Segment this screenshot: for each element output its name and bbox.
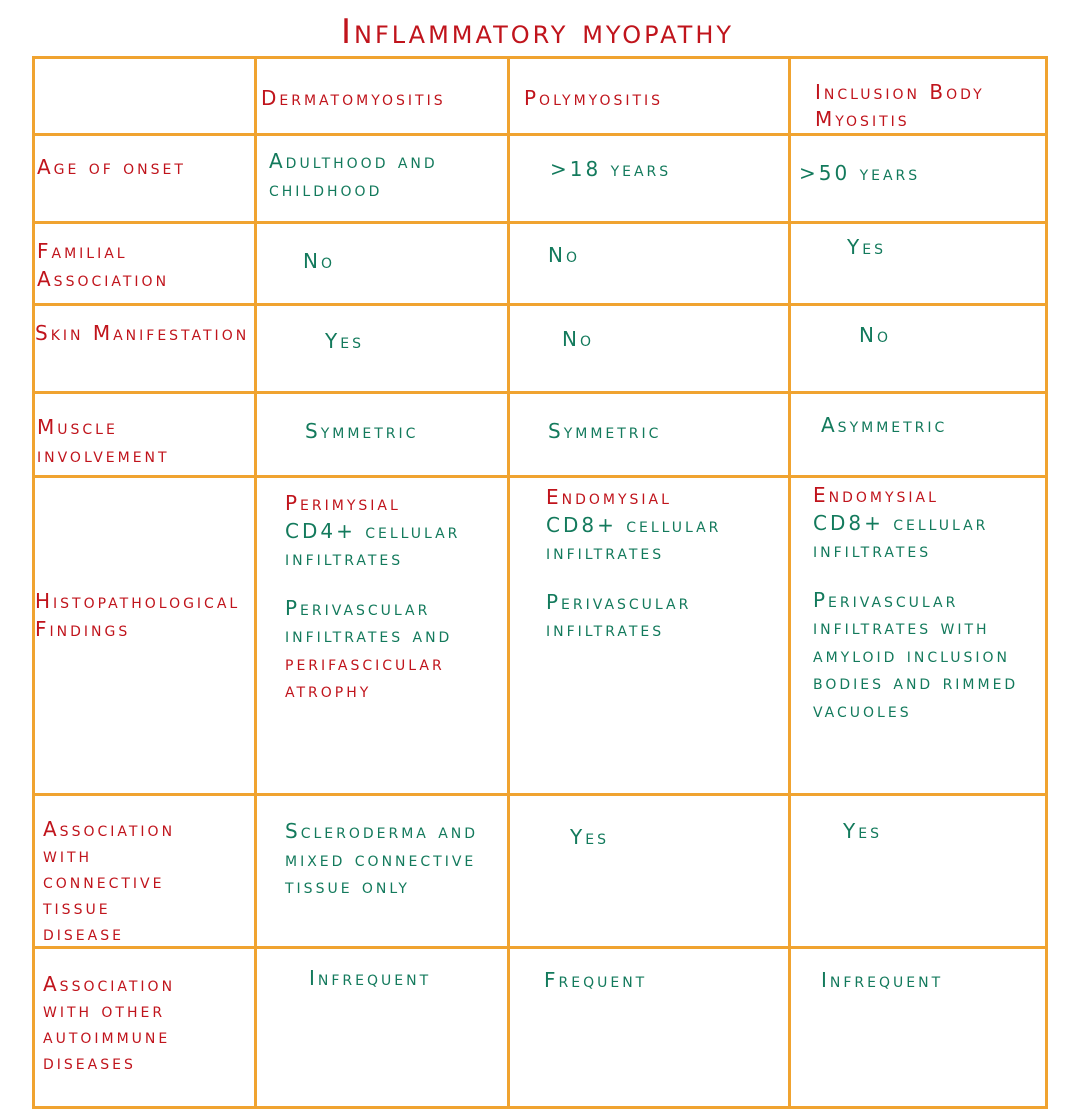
table-cell: [509, 393, 790, 477]
table-cell: [509, 135, 790, 223]
row-label-cell: [34, 135, 256, 223]
table-cell: [790, 305, 1047, 393]
table-cell: [509, 948, 790, 1108]
table-row: [34, 223, 1047, 305]
cell-value: Yes: [325, 329, 364, 353]
table-cell: [256, 135, 509, 223]
table-row: [34, 795, 1047, 948]
row-label-cell: [34, 223, 256, 305]
table-cell: [509, 223, 790, 305]
table-cell: [256, 477, 509, 795]
cell-value: Yes: [843, 819, 882, 843]
cell-value: Symmetric: [305, 419, 419, 443]
cell-value: No: [303, 249, 335, 273]
histology-infiltrate: CD8+ cellular infiltrates: [813, 510, 989, 562]
table-row: [34, 948, 1047, 1108]
table-row: [34, 305, 1047, 393]
spacer: [813, 565, 1025, 587]
histology-secondary-atrophy: perifascicular atrophy: [285, 650, 445, 702]
comparison-table: [32, 56, 1048, 1109]
row-label-cell: [34, 795, 256, 948]
header-corner-cell: [34, 58, 256, 135]
column-header: Polymyositis: [524, 86, 664, 110]
histology-infiltrate: CD4+ cellular infiltrates: [285, 518, 461, 570]
row-label: Association with other autoimmune diseases: [43, 972, 176, 1074]
table-cell: [256, 305, 509, 393]
table-cell: [790, 135, 1047, 223]
cell-value: Asymmetric: [821, 413, 948, 437]
cell-value: >50 years: [799, 161, 921, 185]
header-cell-dermatomyositis: [256, 58, 509, 135]
header-cell-polymyositis: [509, 58, 790, 135]
row-label: Skin Manifestation: [35, 321, 250, 345]
header-cell-inclusion-body-myositis: [790, 58, 1047, 135]
cell-value: Yes: [570, 825, 609, 849]
table-cell: [256, 393, 509, 477]
row-label: Familial Association: [37, 239, 170, 291]
cell-value: [510, 478, 788, 644]
table-cell: [790, 477, 1047, 795]
table-cell: [790, 795, 1047, 948]
table-cell: [790, 393, 1047, 477]
cell-value: Frequent: [544, 968, 648, 992]
histology-secondary: Perivascular infiltrates: [546, 589, 692, 641]
cell-value: [257, 478, 507, 705]
cell-value: Adulthood and childhood: [269, 149, 438, 201]
spacer: [285, 573, 499, 595]
row-label-cell: [34, 393, 256, 477]
table-cell: [790, 948, 1047, 1108]
table-row: [34, 477, 1047, 795]
table-header-row: [34, 58, 1047, 135]
table-cell: [256, 795, 509, 948]
cell-value: >18 years: [550, 157, 672, 181]
cell-value: Infrequent: [309, 966, 432, 990]
row-label-cell: [34, 948, 256, 1108]
row-label-cell: [34, 305, 256, 393]
page-title: Inflammatory myopathy: [340, 12, 735, 52]
cell-value: Symmetric: [548, 419, 662, 443]
spacer: [546, 567, 738, 589]
cell-value: No: [548, 243, 580, 267]
row-label: Muscle involvement: [37, 415, 170, 467]
cell-value: No: [562, 327, 594, 351]
cell-value: Infrequent: [821, 968, 944, 992]
histology-secondary: Perivascular infiltrates with amyloid inclusion bodies and rimmed vacuoles: [813, 587, 1019, 722]
row-label: Histopathological Findings: [35, 589, 241, 641]
cell-value: Scleroderma and mixed connective tissue only: [285, 819, 479, 898]
cell-value: Yes: [847, 235, 886, 259]
cell-value: No: [859, 323, 891, 347]
column-header: Dermatomyositis: [261, 86, 446, 110]
table-cell: [256, 948, 509, 1108]
table-row: [34, 135, 1047, 223]
table-row: [34, 393, 1047, 477]
histology-infiltrate: CD8+ cellular infiltrates: [546, 512, 722, 564]
column-header: Inclusion Body Myositis: [815, 80, 985, 131]
table-cell: [790, 223, 1047, 305]
histology-secondary: Perivascular infiltrates and: [285, 595, 453, 647]
cell-value: [791, 478, 1045, 724]
row-label: Age of onset: [37, 155, 186, 179]
row-label: Association with connective tissue disease: [43, 817, 176, 945]
histology-site: Perimysial: [285, 491, 401, 515]
row-label-cell: [34, 477, 256, 795]
histology-site: Endomysial: [546, 485, 672, 509]
table-cell: [509, 305, 790, 393]
table-cell: [509, 477, 790, 795]
histology-site: Endomysial: [813, 483, 939, 507]
table-cell: [509, 795, 790, 948]
table-cell: [256, 223, 509, 305]
